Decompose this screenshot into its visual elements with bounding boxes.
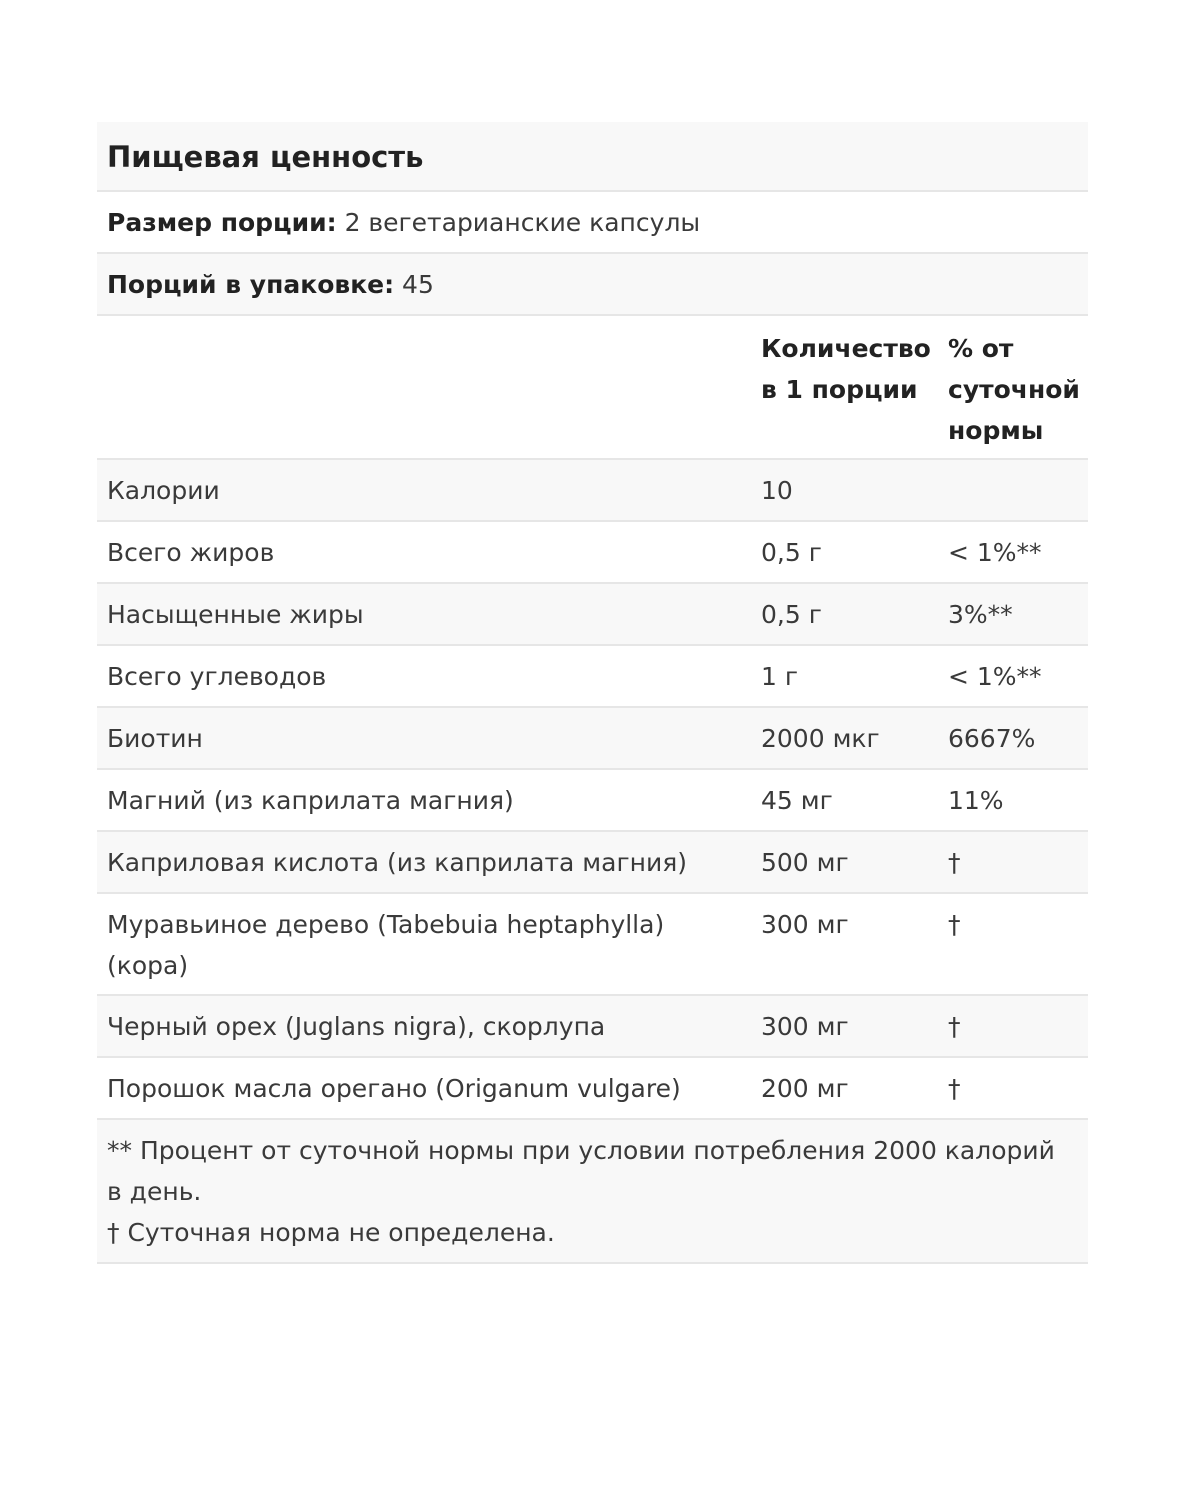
serving-size-label: Размер порции: (107, 208, 337, 237)
header-daily-value: % от суточной нормы (948, 334, 1080, 445)
servings-label: Порций в упаковке: (107, 270, 395, 299)
table-row (97, 1058, 1088, 1120)
nutrient-amount: 300 мг (761, 1012, 849, 1041)
nutrient-daily-value: 6667% (948, 724, 1036, 753)
nutrient-daily-value: † (948, 1074, 961, 1103)
nutrient-amount: 10 (761, 476, 793, 505)
panel-title: Пищевая ценность (97, 122, 1088, 192)
header-amount-per-serving: Количество в 1 порции (761, 334, 931, 404)
table-row (97, 708, 1088, 770)
nutrient-amount: 45 мг (761, 786, 833, 815)
nutrient-name: Калории (107, 476, 220, 505)
nutrient-daily-value: † (948, 910, 961, 939)
nutrient-name: Муравьиное дерево (Tabebuia heptaphylla) (кора) (107, 910, 665, 980)
nutrient-amount: 0,5 г (761, 538, 822, 567)
servings-value: 45 (394, 270, 434, 299)
serving-size-row (97, 192, 1088, 254)
nutrient-name: Биотин (107, 724, 203, 753)
table-header-row (97, 316, 1088, 460)
table-row (97, 894, 1088, 996)
footnote-daily-value-not-established: † Суточная норма не определена. (107, 1218, 555, 1247)
table-row (97, 460, 1088, 522)
nutrient-name: Всего углеводов (107, 662, 327, 691)
nutrient-daily-value: 3%** (948, 600, 1013, 629)
table-row (97, 584, 1088, 646)
nutrient-amount: 500 мг (761, 848, 849, 877)
nutrient-name: Каприловая кислота (из каприлата магния) (107, 848, 687, 877)
nutrient-amount: 200 мг (761, 1074, 849, 1103)
nutrient-amount: 1 г (761, 662, 798, 691)
table-row (97, 522, 1088, 584)
footnote-daily-value-basis: ** Процент от суточной нормы при условии потребления 2000 калорий в день. (107, 1136, 1055, 1206)
nutrient-name: Насыщенные жиры (107, 600, 364, 629)
nutrient-name: Порошок масла орегано (Origanum vulgare) (107, 1074, 681, 1103)
footnotes (97, 1120, 1088, 1264)
nutrient-name: Магний (из каприлата магния) (107, 786, 514, 815)
serving-size-value: 2 вегетарианские капсулы (336, 208, 701, 237)
servings-per-container-row (97, 254, 1088, 316)
nutrient-daily-value: † (948, 1012, 961, 1041)
nutrient-daily-value: < 1%** (948, 538, 1042, 567)
table-row (97, 770, 1088, 832)
table-row (97, 832, 1088, 894)
nutrition-facts-panel (97, 122, 1088, 1264)
nutrient-daily-value: < 1%** (948, 662, 1042, 691)
nutrient-daily-value: † (948, 848, 961, 877)
nutrient-name: Всего жиров (107, 538, 275, 567)
nutrient-name: Черный орех (Juglans nigra), скорлупа (107, 1012, 606, 1041)
table-row (97, 996, 1088, 1058)
table-row (97, 646, 1088, 708)
nutrient-daily-value: 11% (948, 786, 1004, 815)
nutrient-amount: 2000 мкг (761, 724, 880, 753)
nutrient-amount: 300 мг (761, 910, 849, 939)
nutrient-amount: 0,5 г (761, 600, 822, 629)
